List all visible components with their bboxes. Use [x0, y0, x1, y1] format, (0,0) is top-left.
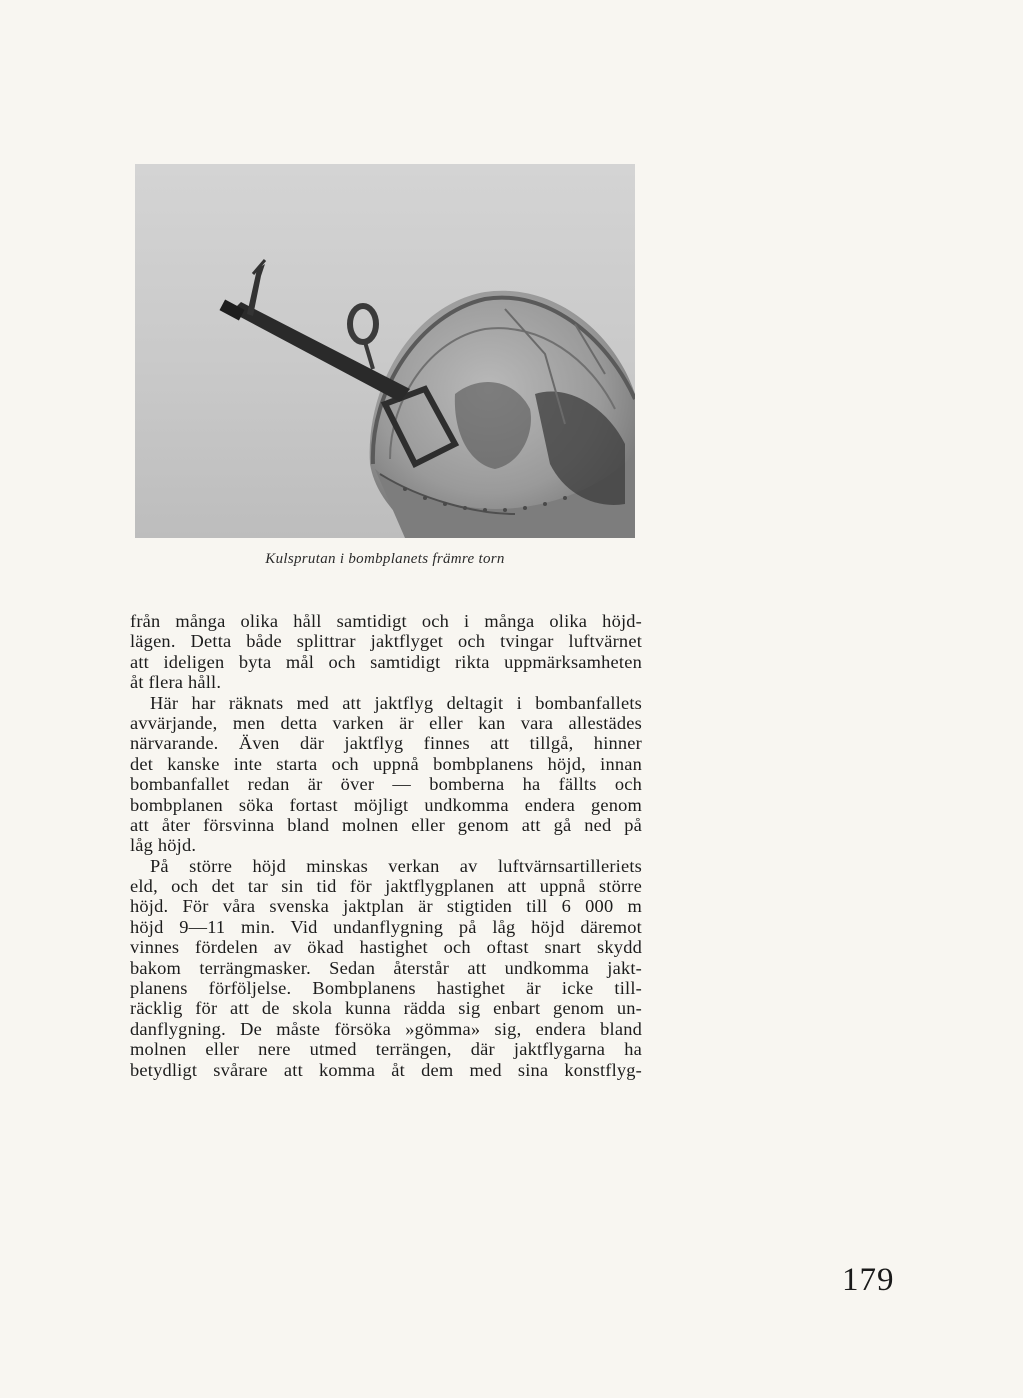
text-line: närvarande. Även där jaktflyg finnes att tillgå, hinner: [130, 733, 642, 754]
text-line: låg höjd.: [130, 835, 197, 856]
turret-photo: [135, 164, 635, 538]
text-line: Här har räknats med att jaktflyg deltagit i bombanfallets: [150, 692, 642, 713]
text-line: bombplanen söka fortast möjligt undkomma endera genom: [130, 794, 642, 815]
text-line: danflygning. De måste försöka »gömma» sig, endera bland: [130, 1018, 642, 1039]
text-line: På större höjd minskas verkan av luftvärnsartilleriets: [150, 855, 642, 876]
text-line: lägen. Detta både splittrar jaktflyget och tvingar luftvärnet: [130, 631, 642, 652]
text-line: åt flera håll.: [130, 672, 222, 693]
text-line: räcklig för att de skola kunna rädda sig enbart genom un-: [130, 998, 642, 1019]
figure-caption: Kulsprutan i bombplanets främre torn: [265, 551, 505, 567]
text-line: molnen eller nere utmed terrängen, där jaktflygarna ha: [130, 1039, 642, 1060]
paragraph: [130, 693, 642, 856]
text-line: bombanfallet redan är över — bomberna ha fällts och: [130, 774, 642, 795]
text-line: höjd. För våra svenska jaktplan är stigtiden till 6 000 m: [130, 896, 642, 917]
text-line: eld, och det tar sin tid för jaktflygplanen att uppnå större: [130, 876, 642, 897]
machine-gun-turret-photo-icon: [135, 164, 635, 538]
paragraph: [130, 611, 642, 693]
page-number: 179: [842, 1262, 895, 1298]
text-line: vinnes fördelen av ökad hastighet och oftast snart skydd: [130, 937, 642, 958]
text-line: planens förföljelse. Bombplanens hastighet är icke till-: [130, 978, 642, 999]
text-line: att ideligen byta mål och samtidigt rikta uppmärksamheten: [130, 651, 642, 672]
body-text: [130, 611, 642, 1080]
text-line: avvärjande, men detta varken är eller kan vara allestädes: [130, 712, 642, 733]
text-line: att åter försvinna bland molnen eller genom att gå ned på: [130, 814, 642, 835]
text-line: betydligt svårare att komma åt dem med sina konstflyg-: [130, 1059, 642, 1080]
text-line: bakom terrängmasker. Sedan återstår att undkomma jakt-: [130, 957, 642, 978]
text-line: från många olika håll samtidigt och i många olika höjd-: [130, 611, 642, 631]
text-line: det kanske inte starta och uppnå bombplanens höjd, innan: [130, 753, 642, 774]
paragraph: [130, 856, 642, 1080]
text-line: höjd 9—11 min. Vid undanflygning på låg höjd däremot: [130, 916, 642, 937]
